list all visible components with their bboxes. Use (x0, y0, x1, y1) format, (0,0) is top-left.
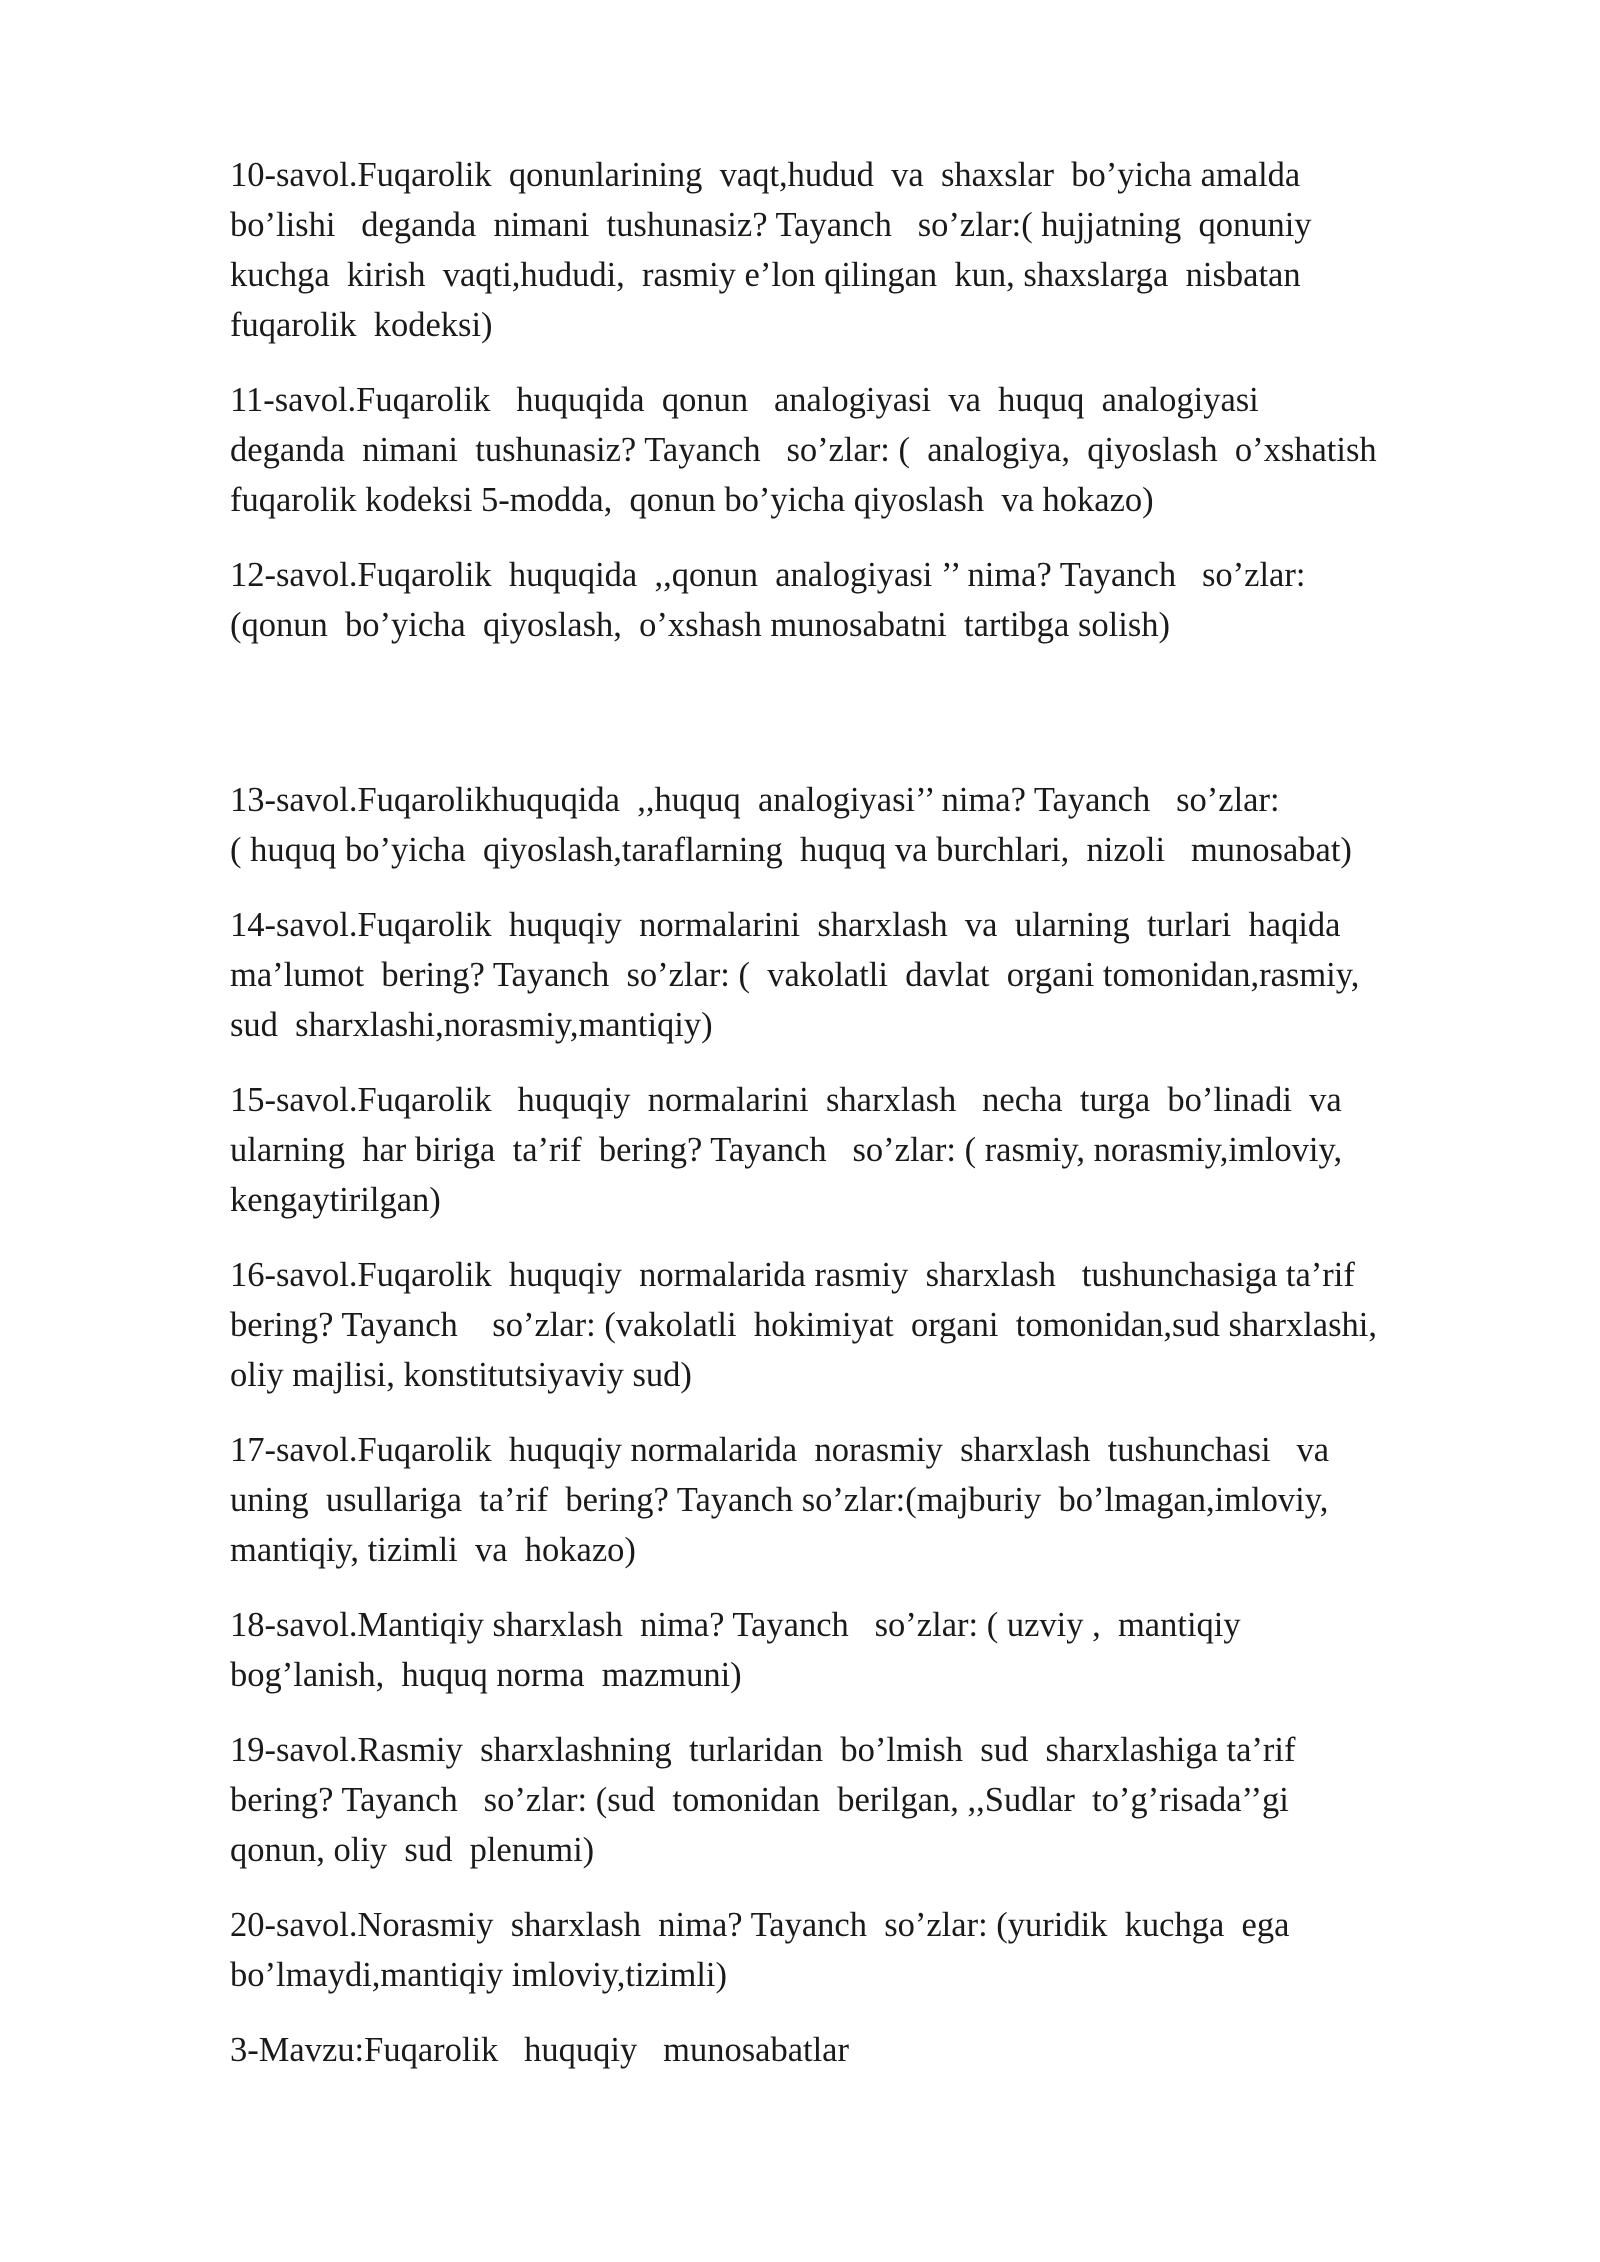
text-line: kuchga kirish vaqti,hududi, rasmiy e’lon qilingan kun, shaxslarga nisbatan (230, 256, 1301, 294)
text-line: bering? Tayanch so’zlar: (vakolatli hokimiyat organi tomonidan,sud sharxlashi, (230, 1306, 1378, 1344)
text-line: fuqarolik kodeksi 5-modda, qonun bo’yicha qiyoslash va hokazo) (230, 481, 1154, 519)
text-line: sud sharxlashi,norasmiy,mantiqiy) (230, 1006, 713, 1044)
text-line: 16-savol.Fuqarolik huquqiy normalarida rasmiy sharxlash tushunchasiga ta’rif (230, 1256, 1355, 1294)
question-paragraph (230, 1250, 1530, 1400)
text-line: fuqarolik kodeksi) (230, 306, 493, 344)
text-line: 11-savol.Fuqarolik huquqida qonun analogiyasi va huquq analogiyasi (230, 381, 1259, 419)
text-line: ( huquq bo’yicha qiyoslash,taraflarning huquq va burchlari, nizoli munosabat) (230, 831, 1352, 869)
paragraph-gap (230, 675, 1530, 775)
text-line: bo’lishi deganda nimani tushunasiz? Tayanch so’zlar:( hujjatning qonuniy (230, 206, 1312, 244)
section-heading (230, 2025, 1530, 2075)
text-line: ma’lumot bering? Tayanch so’zlar: ( vakolatli davlat organi tomonidan,rasmiy, (230, 956, 1360, 994)
text-line: 17-savol.Fuqarolik huquqiy normalarida norasmiy sharxlash tushunchasi va (230, 1431, 1330, 1469)
question-paragraph (230, 1725, 1530, 1875)
document-body (230, 150, 1530, 2100)
text-line: kengaytirilgan) (230, 1181, 441, 1219)
text-line: 15-savol.Fuqarolik huquqiy normalarini sharxlash necha turga bo’linadi va (230, 1081, 1342, 1119)
text-line: bering? Tayanch so’zlar: (sud tomonidan berilgan, ,,Sudlar to’g’risada’’gi (230, 1781, 1289, 1819)
text-line: 18-savol.Mantiqiy sharxlash nima? Tayanch so’zlar: ( uzviy , mantiqiy (230, 1606, 1241, 1644)
question-paragraph (230, 150, 1530, 350)
question-paragraph (230, 775, 1530, 875)
question-paragraph (230, 1600, 1530, 1700)
text-line: bog’lanish, huquq norma mazmuni) (230, 1656, 742, 1694)
text-line: 3-Mavzu:Fuqarolik huquqiy munosabatlar (230, 2031, 849, 2069)
text-line: deganda nimani tushunasiz? Tayanch so’zlar: ( analogiya, qiyoslash o’xshatish (230, 431, 1377, 469)
text-line: 12-savol.Fuqarolik huquqida ,,qonun analogiyasi ’’ nima? Tayanch so’zlar: (230, 556, 1306, 594)
text-line: qonun, oliy sud plenumi) (230, 1831, 595, 1869)
question-paragraph (230, 1425, 1530, 1575)
text-line: (qonun bo’yicha qiyoslash, o’xshash munosabatni tartibga solish) (230, 606, 1170, 644)
text-line: 13-savol.Fuqarolikhuquqida ,,huquq analogiyasi’’ nima? Tayanch so’zlar: (230, 781, 1280, 819)
text-line: ularning har biriga ta’rif bering? Tayanch so’zlar: ( rasmiy, norasmiy,imloviy, (230, 1131, 1343, 1169)
text-line: bo’lmaydi,mantiqiy imloviy,tizimli) (230, 1956, 727, 1994)
text-line: 10-savol.Fuqarolik qonunlarining vaqt,hudud va shaxslar bo’yicha amalda (230, 156, 1301, 194)
question-paragraph (230, 900, 1530, 1050)
text-line: mantiqiy, tizimli va hokazo) (230, 1531, 636, 1569)
question-paragraph (230, 1900, 1530, 2000)
question-paragraph (230, 1075, 1530, 1225)
text-line: oliy majlisi, konstitutsiyaviy sud) (230, 1356, 692, 1394)
text-line: uning usullariga ta’rif bering? Tayanch so’zlar:(majburiy bo’lmagan,imloviy, (230, 1481, 1329, 1519)
text-line: 20-savol.Norasmiy sharxlash nima? Tayanch so’zlar: (yuridik kuchga ega (230, 1906, 1290, 1944)
question-paragraph (230, 375, 1530, 525)
text-line: 14-savol.Fuqarolik huquqiy normalarini sharxlash va ularning turlari haqida (230, 906, 1341, 944)
text-line: 19-savol.Rasmiy sharxlashning turlaridan bo’lmish sud sharxlashiga ta’rif (230, 1731, 1296, 1769)
question-paragraph (230, 550, 1530, 650)
